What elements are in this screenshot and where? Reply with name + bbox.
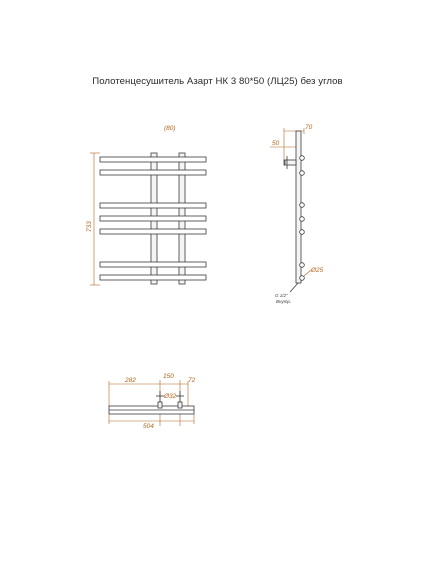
depth-inner-label: 50 [272,140,280,147]
rail-end-1 [300,156,305,161]
thread-label: G 1/2" [275,293,288,298]
rail-7 [100,275,206,280]
front-width-label: (80) [164,125,176,132]
top-view [109,373,196,430]
rail-end-5 [300,230,305,235]
front-view [86,125,206,285]
drawing-title: Полотенцесушитель Азарт НК 3 80*50 (ЛЦ25) без углов [92,76,343,87]
center-distance-label: 150 [163,373,174,380]
tube-diameter-leader [304,270,311,276]
thread-leader [290,283,298,292]
side-fitting-top [284,160,296,165]
tube-diameter-label: Ø25 [311,267,324,274]
rail-2 [100,170,206,175]
pipe-diameter-label: Ø32 [164,393,177,400]
rail-6 [100,262,206,267]
front-height-label: 733 [86,221,93,232]
right-offset-label: 72 [188,377,196,384]
total-width-label: 504 [143,423,154,430]
rail-end-6 [300,263,305,268]
rail-end-4 [300,217,305,222]
rail-end-3 [300,203,305,208]
rail-1 [100,157,206,162]
rail-end-7 [300,276,305,281]
rail-end-2 [300,171,305,176]
depth-total-label: 70 [305,124,313,131]
rail-5 [100,229,206,234]
rail-4 [100,216,206,221]
offset-label: 282 [125,377,136,384]
thread-note: Внутр. [276,299,292,304]
side-view [270,124,324,304]
rail-3 [100,203,206,208]
